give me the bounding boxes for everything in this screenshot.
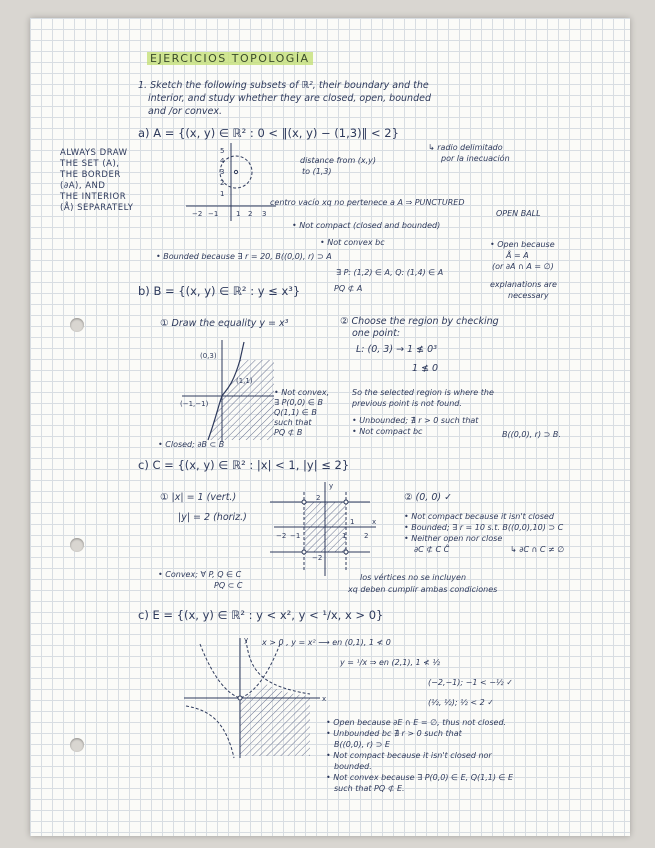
part-e-condition: y = ¹/x ⇒ en (2,1), 1 ≮ ½ bbox=[340, 658, 441, 667]
part-a-note: distance from (x,y) bbox=[300, 156, 377, 165]
point-label: (−1,−1) bbox=[180, 400, 209, 408]
tick-label: 2 bbox=[248, 210, 253, 218]
axis-label: y bbox=[244, 636, 249, 644]
tick-label: −2 bbox=[276, 532, 287, 540]
part-c-note: ∂C ⊄ C C̊ bbox=[414, 545, 450, 554]
part-b-step: ① Draw the equality y = x³ bbox=[160, 318, 289, 329]
side-note-line: (∂A), AND bbox=[60, 181, 106, 191]
tick-label: 1 bbox=[350, 518, 355, 526]
part-e-condition: x > 0 , y = x² ⟶ en (0,1), 1 ≮ 0 bbox=[262, 638, 391, 647]
part-b-note: B((0,0), r) ⊃ B. bbox=[502, 430, 561, 439]
part-b-graph bbox=[178, 338, 278, 443]
part-e-condition: (−2,−1); −1 < −½ ✓ bbox=[428, 678, 513, 687]
part-c-step: ① |x| = 1 (vert.) bbox=[160, 492, 237, 503]
part-a-note: explanations are bbox=[490, 280, 557, 289]
region-b bbox=[208, 360, 274, 440]
tick-label: 3 bbox=[220, 168, 225, 176]
part-a-note: (or ∂A ∩ A = ∅) bbox=[492, 262, 554, 271]
notebook-page bbox=[30, 18, 630, 836]
part-a-note: ∃ P: (1,2) ∈ A, Q: (1,4) ∈ A bbox=[336, 268, 444, 277]
hyperbola bbox=[246, 640, 310, 694]
part-a-definition: a) A = {(x, y) ∈ ℝ² : 0 < ‖(x, y) − (1,3)‖ < 2} bbox=[138, 126, 399, 140]
part-a-note: centro vacío xq no pertenece a A ⇒ PUNCTURED bbox=[270, 198, 465, 207]
side-note-line: THE INTERIOR bbox=[60, 192, 127, 202]
tick-label: 1 bbox=[342, 532, 347, 540]
tick-label: 2 bbox=[364, 532, 369, 540]
axis-label: x bbox=[372, 518, 377, 526]
point-label: (0,3) bbox=[200, 352, 217, 360]
part-a-note: • Open because bbox=[490, 240, 555, 249]
binder-hole bbox=[70, 318, 84, 332]
part-a-note: • Not compact (closed and bounded) bbox=[292, 221, 441, 230]
tick-label: −2 bbox=[312, 554, 323, 562]
tick-label: 2 bbox=[316, 494, 321, 502]
page-title: EJERCICIOS TOPOLOGÍA bbox=[147, 52, 313, 65]
part-b-note: PQ ⊄ B bbox=[274, 428, 303, 437]
tick-label: 1 bbox=[220, 190, 225, 198]
part-a-note: Å = A bbox=[506, 251, 529, 260]
tick-label: 4 bbox=[220, 157, 225, 165]
tick-label: 2 bbox=[220, 179, 225, 187]
open-vertex bbox=[302, 550, 306, 554]
part-c-note: xq deben cumplir ambas condiciones bbox=[348, 585, 498, 594]
part-b-note: • Unbounded; ∄ r > 0 such that bbox=[352, 416, 479, 425]
part-b-note: • Not compact bc bbox=[352, 427, 423, 436]
part-a-note: • Bounded because ∃ r = 20, B((0,0), r) ⊃ A bbox=[156, 252, 332, 261]
part-b-note: previous point is not found. bbox=[352, 399, 462, 408]
part-e-graph bbox=[180, 630, 330, 760]
tick-label: 5 bbox=[220, 147, 225, 155]
side-note-line: THE BORDER bbox=[60, 170, 121, 180]
part-c-note: • Not compact because it isn't closed bbox=[404, 512, 554, 521]
part-a-graph bbox=[176, 141, 286, 231]
part-e-note: bounded. bbox=[334, 762, 372, 771]
open-vertex bbox=[302, 500, 306, 504]
tick-label: 1 bbox=[236, 210, 241, 218]
side-note-line: ALWAYS DRAW bbox=[60, 148, 128, 158]
exercise-intro-line: and /or convex. bbox=[148, 106, 222, 117]
part-b-note: ∃ P(0,0) ∈ B bbox=[274, 398, 323, 407]
side-note-line: (Å) SEPARATELY bbox=[60, 203, 134, 213]
part-c-graph bbox=[260, 478, 380, 578]
origin-point bbox=[238, 696, 242, 700]
part-b-note: Q(1,1) ∈ B bbox=[274, 408, 317, 417]
part-b-note: • Not convex, bbox=[274, 388, 330, 397]
part-b-check: 1 ≰ 0 bbox=[412, 363, 439, 374]
part-c-step: |y| = 2 (horiz.) bbox=[178, 512, 247, 523]
part-e-note: • Unbounded bc ∄ r > 0 such that bbox=[326, 729, 462, 738]
part-a-note: PQ ⊄ A bbox=[334, 284, 363, 293]
part-c-step: ② (0, 0) ✓ bbox=[404, 492, 453, 503]
open-vertex bbox=[344, 500, 348, 504]
center-point bbox=[234, 170, 237, 173]
part-a-note: ↳ radio delimitado bbox=[428, 143, 503, 152]
axis-label: y bbox=[329, 482, 334, 490]
part-b-step: one point: bbox=[352, 328, 401, 339]
part-e-note: such that PQ ⊄ E. bbox=[334, 784, 405, 793]
axis-label: x bbox=[322, 695, 327, 703]
binder-hole bbox=[70, 738, 84, 752]
exercise-intro-line: interior, and study whether they are closed, open, bounded bbox=[148, 93, 431, 104]
part-e-definition: c) E = {(x, y) ∈ ℝ² : y < x², y < ¹/x, x > 0} bbox=[138, 608, 384, 622]
part-a-note: • Not convex bc bbox=[320, 238, 385, 247]
part-c-note: • Bounded; ∃ r = 10 s.t. B((0,0),10) ⊃ C bbox=[404, 523, 564, 532]
open-vertex bbox=[344, 550, 348, 554]
part-c-note: • Neither open nor close bbox=[404, 534, 503, 543]
point-label: (1,1) bbox=[236, 377, 253, 385]
tick-label: −1 bbox=[208, 210, 219, 218]
region-e bbox=[240, 684, 310, 756]
tick-label: −1 bbox=[290, 532, 301, 540]
tick-label: −2 bbox=[192, 210, 203, 218]
part-c-note: PQ ⊂ C bbox=[214, 581, 243, 590]
part-b-note: So the selected region is where the bbox=[352, 388, 494, 397]
side-note-line: THE SET (A), bbox=[60, 159, 120, 169]
hyperbola bbox=[186, 706, 234, 758]
part-c-note: ↳ ∂C ∩ C ≠ ∅ bbox=[510, 545, 565, 554]
part-c-note: los vértices no se incluyen bbox=[360, 573, 467, 582]
part-e-note: • Not convex because ∃ P(0,0) ∈ E, Q(1,1) ∈ E bbox=[326, 773, 514, 782]
part-e-condition: (½, ½); ½ < 2 ✓ bbox=[428, 698, 494, 707]
part-b-note: • Closed; ∂B ⊂ B bbox=[158, 440, 225, 449]
exercise-intro-line: 1. Sketch the following subsets of ℝ², their boundary and the bbox=[138, 80, 429, 91]
tick-label: 3 bbox=[262, 210, 267, 218]
part-b-note: such that bbox=[274, 418, 312, 427]
part-a-note: necessary bbox=[508, 291, 549, 300]
part-a-note: to (1,3) bbox=[302, 167, 332, 176]
part-e-note: B((0,0), r) ⊃ E bbox=[334, 740, 390, 749]
part-b-step: ② Choose the region by checking bbox=[340, 316, 499, 327]
part-c-note: • Convex; ∀ P, Q ∈ C bbox=[158, 570, 242, 579]
part-b-definition: b) B = {(x, y) ∈ ℝ² : y ≤ x³} bbox=[138, 284, 301, 298]
binder-hole bbox=[70, 538, 84, 552]
part-a-note: OPEN BALL bbox=[496, 209, 541, 218]
part-a-note: por la inecuación bbox=[441, 154, 510, 163]
part-b-check: L: (0, 3) → 1 ≰ 0³ bbox=[356, 344, 437, 355]
part-c-definition: c) C = {(x, y) ∈ ℝ² : |x| < 1, |y| ≤ 2} bbox=[138, 458, 350, 472]
part-e-note: • Open because ∂E ∩ E = ∅, thus not closed. bbox=[326, 718, 507, 727]
part-e-note: • Not compact because it isn't closed nor bbox=[326, 751, 492, 760]
